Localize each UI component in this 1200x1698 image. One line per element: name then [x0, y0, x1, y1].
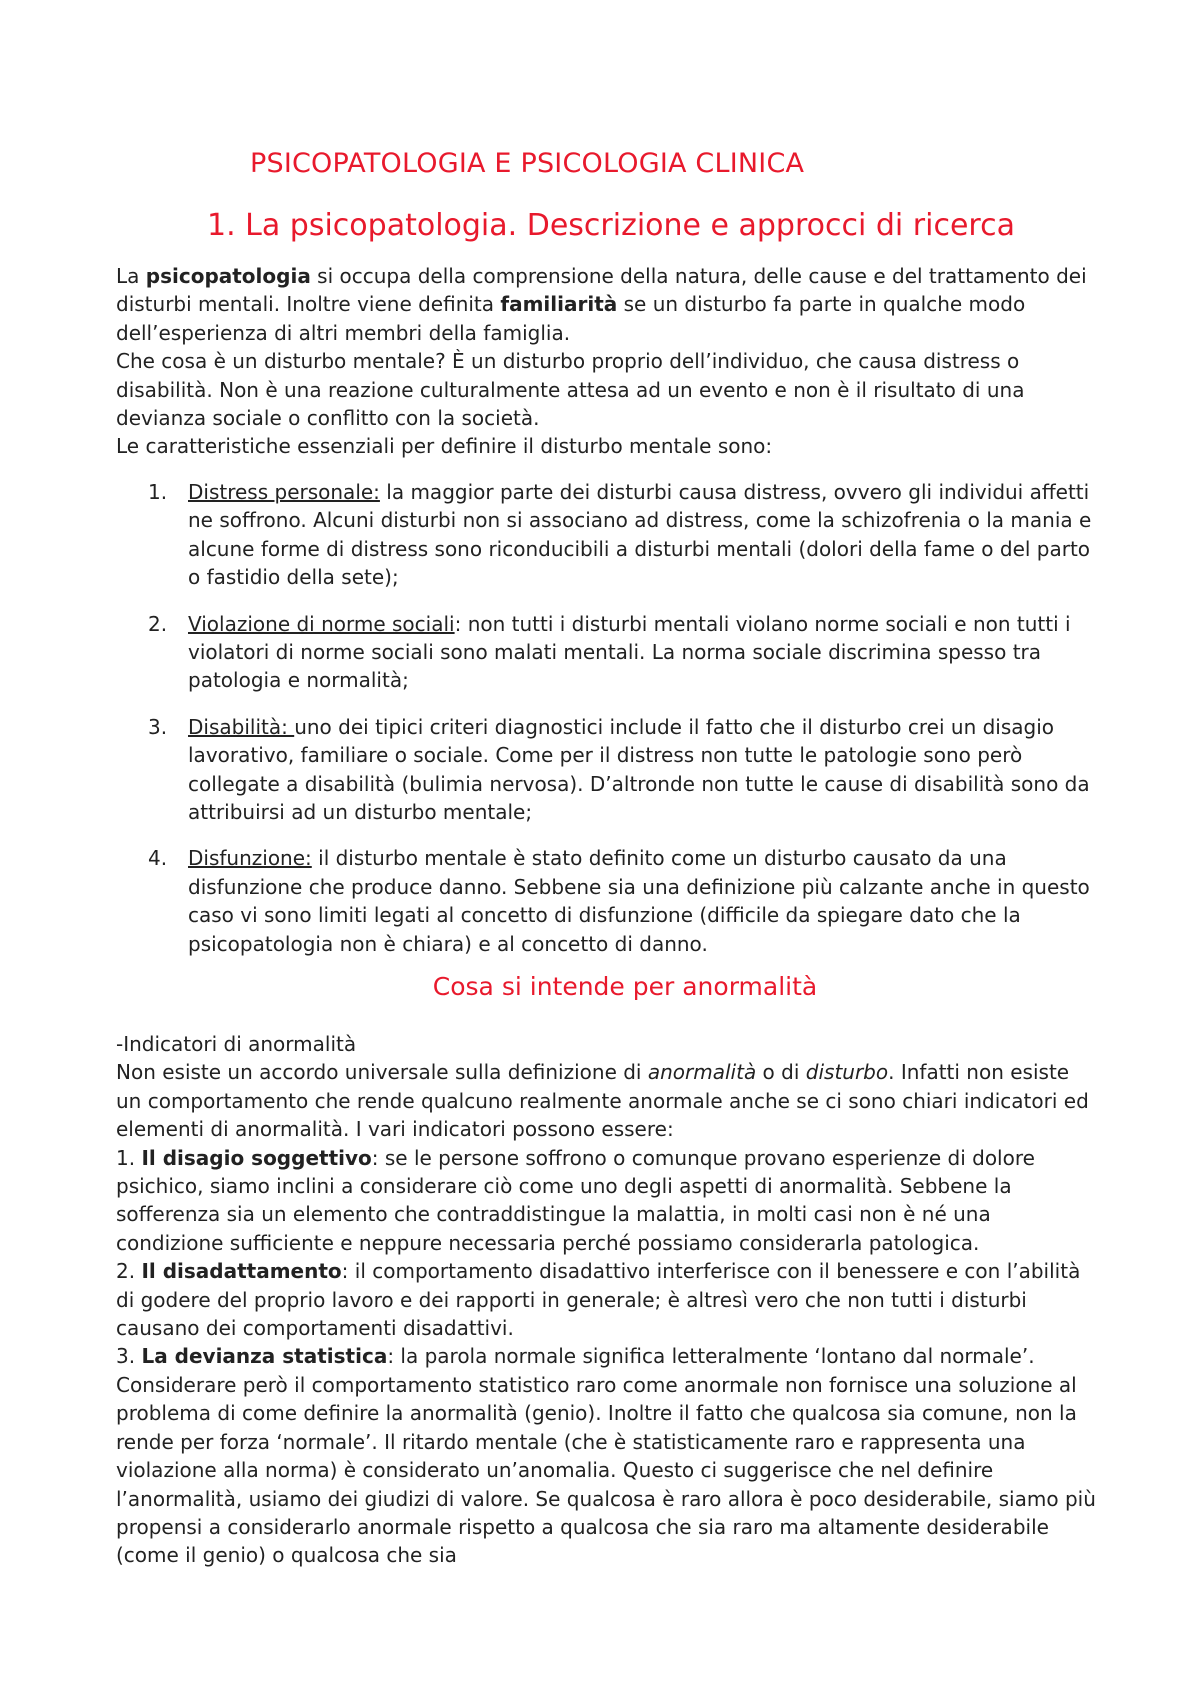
- list-term: Disfunzione:: [188, 846, 312, 871]
- anormalita-section: [116, 1030, 1096, 1570]
- list-item: [116, 713, 1096, 827]
- list-term: Violazione di norme sociali: [188, 611, 455, 636]
- list-number: 3.: [148, 714, 168, 739]
- list-item: [116, 478, 1096, 592]
- list-number: 4.: [148, 846, 168, 871]
- list-term: Distress personale:: [188, 480, 380, 504]
- intro-paragraphs: [116, 262, 1096, 461]
- criteria-list: [116, 478, 1096, 958]
- list-text: : non tutti i disturbi mentali violano norme sociali e non tutti i violatori di norme sociali sono malati mentali. La norma sociale discrimina spesso tra patologia e normalità;: [188, 611, 1071, 693]
- indicator-item: 3. La devianza statistica: la parola normale significa letteralmente ‘lontano dal normale’. Considerare però il comportamento statistico raro come anormale non fornisce una soluzione al problema di come definire la anormalità (genio). Inoltre il fatto che qualcosa sia comune, non la rende per forza ‘normale’. Il ritardo mentale (che è statisticamente raro e rappresenta una violazione alla norma) è considerato un’anomalia. Questo ci suggerisce che nel definire l’anormalità, usiamo dei giudizi di valore. Se qualcosa è raro allora è poco desiderabile, siamo più propensi a considerarlo anormale rispetto a qualcosa che sia raro ma altamente desiderabile (come il genio) o qualcosa che sia: [116, 1344, 1096, 1568]
- term-psicopatologia: psicopatologia: [145, 264, 311, 288]
- indicator-term: La devianza statistica: [141, 1344, 388, 1369]
- indicator-term: Il disagio soggettivo: [141, 1145, 372, 1170]
- term-anormalita: anormalità: [647, 1060, 757, 1085]
- indicator-item: 1. Il disagio soggettivo: se le persone soffrono o comunque provano esperienze di dolore psichico, siamo inclini a considerare ciò come uno degli aspetti di anormalità. Sebbene la sofferenza sia un elemento che contraddistingue la malattia, in molti casi non è né una condizione sufficiente e neppure necessaria perché possiamo considerarla patologica.: [116, 1145, 1035, 1255]
- paragraph-caratteristiche: Le caratteristiche essenziali per definire il disturbo mentale sono:: [116, 434, 773, 459]
- list-item: [116, 610, 1096, 695]
- indicator-term: Il disadattamento: [141, 1259, 342, 1284]
- term-familiarita: familiarità: [500, 292, 618, 317]
- paragraph-disturbo-mentale: Che cosa è un disturbo mentale? È un disturbo proprio dell’individuo, che causa distress o disabilità. Non è una reazione culturalmente attesa ad un evento e non è il risultato di una devianza sociale o conflitto con la società.: [116, 349, 1025, 431]
- list-item: [116, 844, 1096, 958]
- term-disturbo: disturbo: [805, 1060, 889, 1085]
- document-title: PSICOPATOLOGIA E PSICOLOGIA CLINICA: [250, 148, 805, 179]
- paragraph-accordo: Non esiste un accordo universale sulla definizione di anormalità o di disturbo. Infatti non esiste un comportamento che rende qualcuno realmente anormale anche se ci sono chiari indicatori ed elementi di anormalità. I vari indicatori possono essere:: [116, 1060, 1089, 1142]
- list-text: il disturbo mentale è stato definito come un disturbo causato da una disfunzione che produce danno. Sebbene sia una definizione più calzante anche in questo caso vi sono limiti legati al concetto di disfunzione (difficile da spiegare dato che la psicopatologia non è chiara) e al concetto di danno.: [188, 846, 1090, 956]
- list-text: uno dei tipici criteri diagnostici include il fatto che il disturbo crei un disagio lavorativo, familiare o sociale. Come per il distress non tutte le patologie sono però collegate a disabilità (bulimia nervosa). D’altronde non tutte le cause di disabilità sono da attribuirsi ad un disturbo mentale;: [188, 714, 1090, 825]
- paragraph-definition: La psicopatologia si occupa della comprensione della natura, delle cause e del trattamento dei disturbi mentali. Inoltre viene definita familiarità se un disturbo fa parte in qualche modo dell’esperienza di altri membri della famiglia.: [116, 264, 1087, 345]
- list-number: 2.: [148, 611, 168, 636]
- indicators-label: -Indicatori di anormalità: [116, 1032, 357, 1056]
- list-term: Disabilità:: [188, 714, 295, 739]
- list-number: 1.: [148, 480, 168, 504]
- section-heading-psicopatologia: 1. La psicopatologia. Descrizione e approcci di ricerca: [207, 208, 1015, 243]
- section-heading-anormalita: Cosa si intende per anormalità: [432, 972, 818, 1001]
- list-text: la maggior parte dei disturbi causa distress, ovvero gli individui affetti ne soffrono. Alcuni disturbi non si associano ad distress, come la schizofrenia o la mania e alcune forme di distress sono riconducibili a disturbi mentali (dolori della fame o del parto o fastidio della sete);: [188, 480, 1092, 590]
- indicator-item: 2. Il disadattamento: il comportamento disadattivo interferisce con il benessere e con l’abilità di godere del proprio lavoro e dei rapporti in generale; è altresì vero che non tutti i disturbi causano dei comportamenti disadattivi.: [116, 1259, 1081, 1341]
